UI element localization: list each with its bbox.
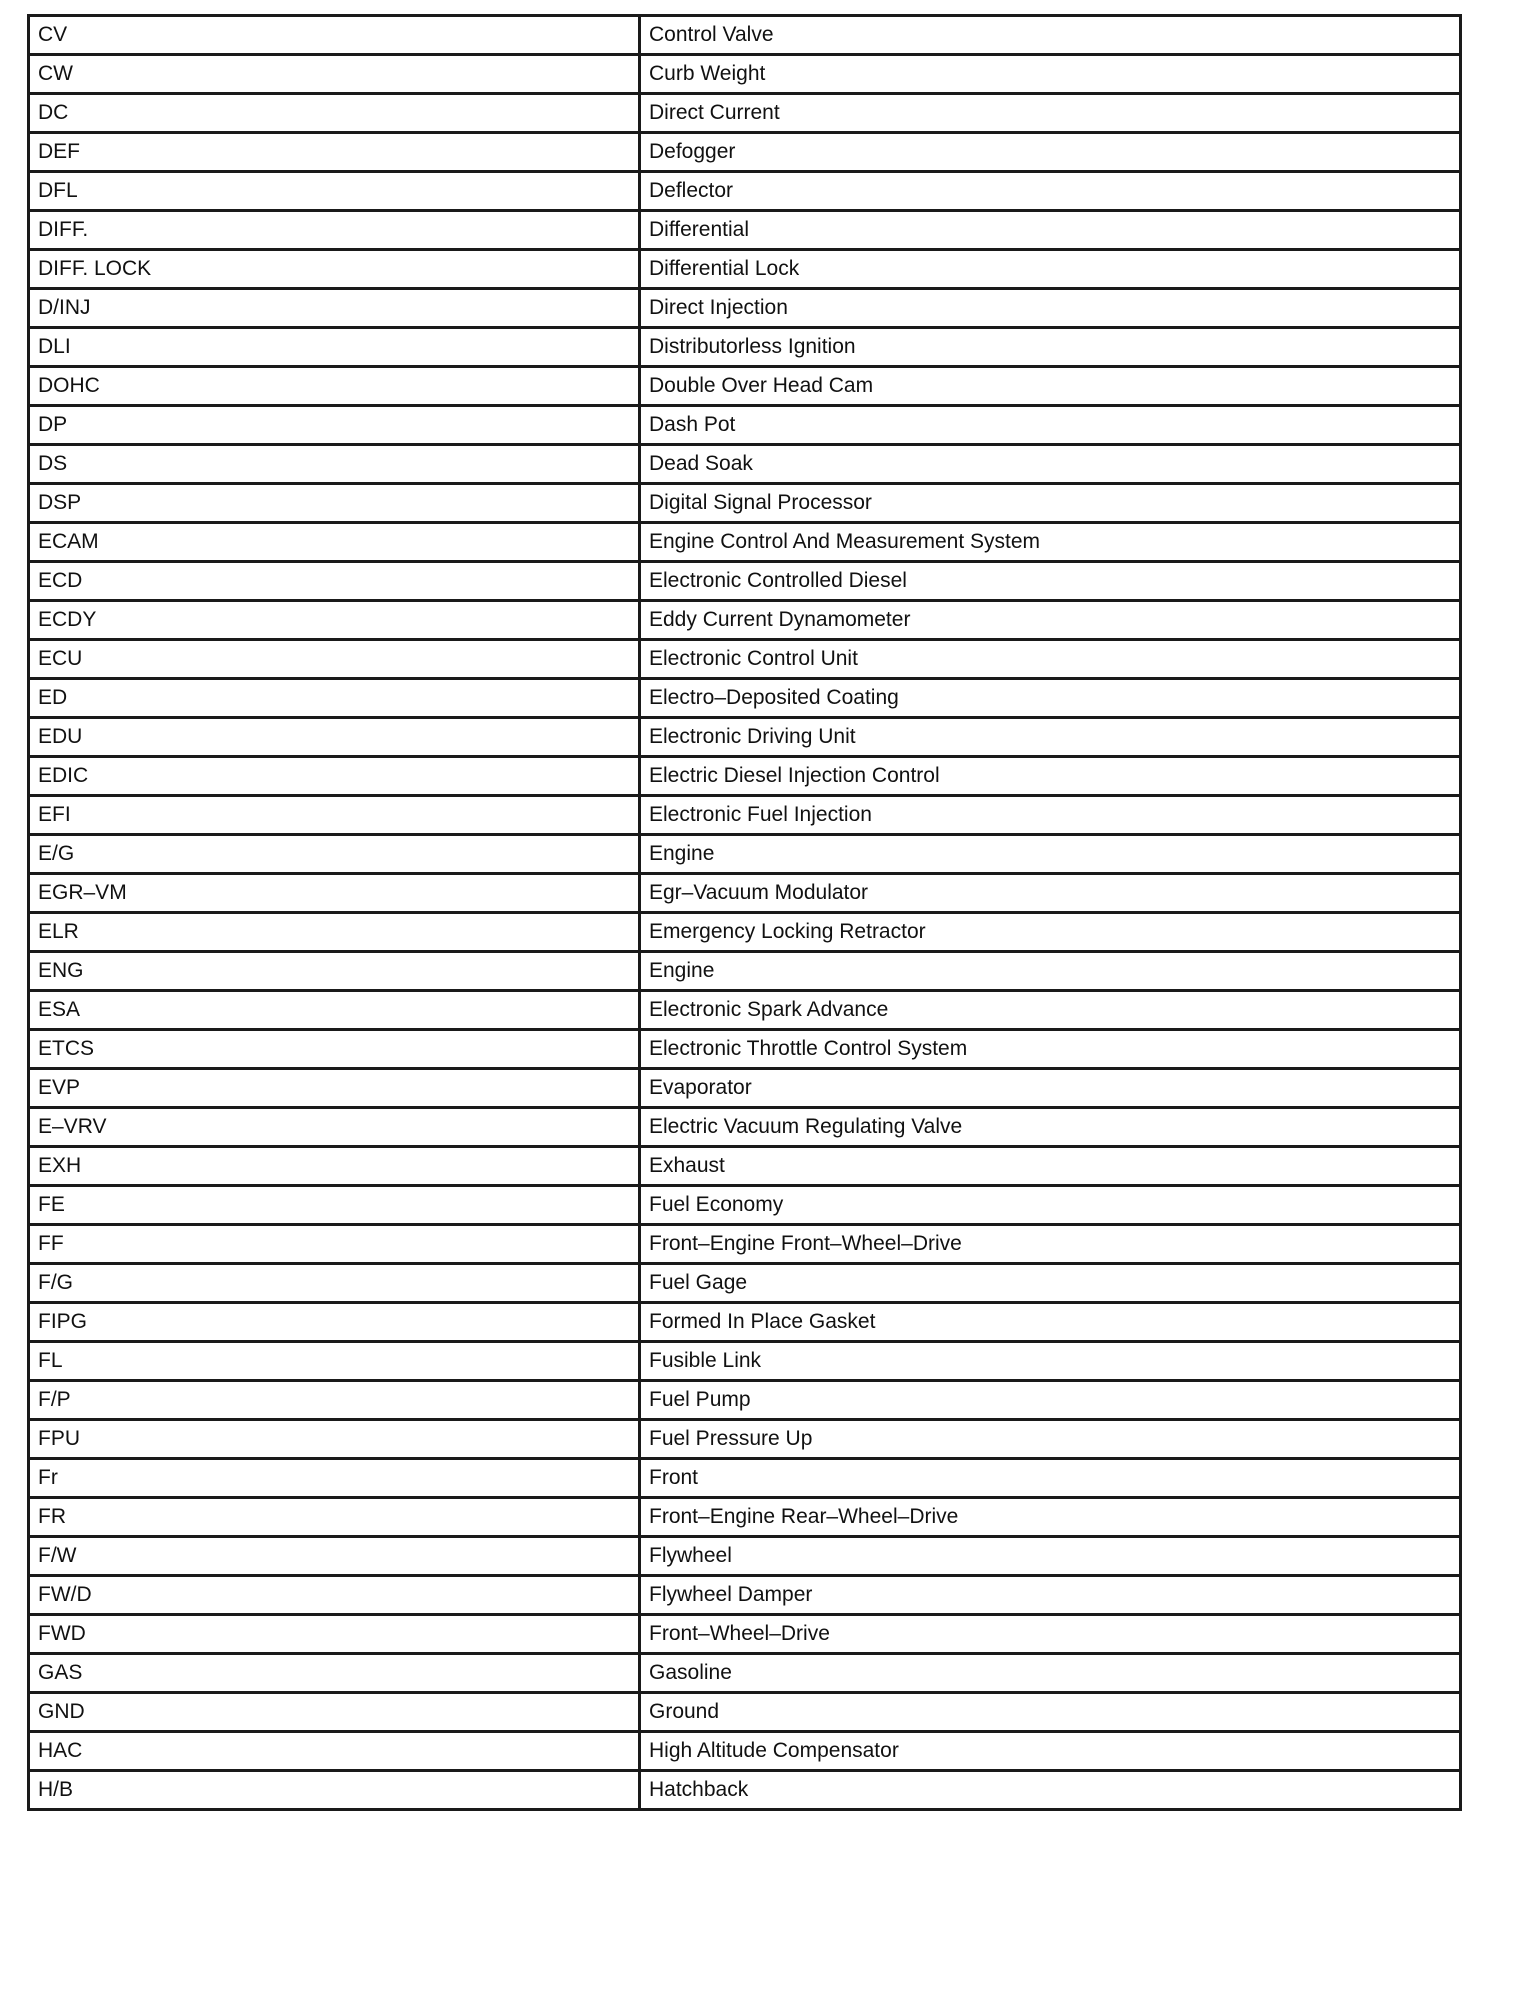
table-row [29, 1459, 1461, 1498]
abbreviation-cell: FPU [29, 1420, 640, 1459]
meaning-cell: Exhaust [640, 1147, 1461, 1186]
abbreviation-cell: GAS [29, 1654, 640, 1693]
table-row [29, 1225, 1461, 1264]
table-row [29, 367, 1461, 406]
meaning-cell: Engine [640, 835, 1461, 874]
table-row [29, 562, 1461, 601]
meaning-cell: Distributorless Ignition [640, 328, 1461, 367]
abbreviation-cell: Fr [29, 1459, 640, 1498]
meaning-cell: Electronic Controlled Diesel [640, 562, 1461, 601]
meaning-cell: Emergency Locking Retractor [640, 913, 1461, 952]
table-row [29, 1615, 1461, 1654]
abbreviation-cell: ED [29, 679, 640, 718]
abbreviation-cell: FW/D [29, 1576, 640, 1615]
abbreviation-cell: F/G [29, 1264, 640, 1303]
meaning-cell: Fuel Pressure Up [640, 1420, 1461, 1459]
table-row [29, 757, 1461, 796]
meaning-cell: Fusible Link [640, 1342, 1461, 1381]
meaning-cell: Electronic Driving Unit [640, 718, 1461, 757]
table-row [29, 289, 1461, 328]
table-row [29, 640, 1461, 679]
abbreviation-cell: DC [29, 94, 640, 133]
table-row [29, 406, 1461, 445]
table-row [29, 679, 1461, 718]
table-row [29, 1693, 1461, 1732]
abbreviation-cell: DS [29, 445, 640, 484]
table-row [29, 874, 1461, 913]
abbreviation-cell: CW [29, 55, 640, 94]
table-row [29, 250, 1461, 289]
meaning-cell: High Altitude Compensator [640, 1732, 1461, 1771]
abbreviation-cell: DSP [29, 484, 640, 523]
abbreviation-cell: EFI [29, 796, 640, 835]
abbreviation-cell: EDU [29, 718, 640, 757]
meaning-cell: Front–Engine Rear–Wheel–Drive [640, 1498, 1461, 1537]
abbreviation-table [27, 14, 1462, 1811]
table-row [29, 484, 1461, 523]
meaning-cell: Egr–Vacuum Modulator [640, 874, 1461, 913]
abbreviation-cell: DIFF. LOCK [29, 250, 640, 289]
abbreviation-cell: ESA [29, 991, 640, 1030]
abbreviation-cell: ELR [29, 913, 640, 952]
abbreviation-cell: FR [29, 1498, 640, 1537]
abbreviation-table-body [29, 16, 1461, 1810]
meaning-cell: Fuel Gage [640, 1264, 1461, 1303]
table-row [29, 601, 1461, 640]
table-row [29, 1342, 1461, 1381]
abbreviation-cell: ECD [29, 562, 640, 601]
abbreviation-cell: FF [29, 1225, 640, 1264]
meaning-cell: Differential [640, 211, 1461, 250]
table-row [29, 1108, 1461, 1147]
abbreviation-sheet [27, 14, 1462, 1811]
abbreviation-cell: FWD [29, 1615, 640, 1654]
meaning-cell: Flywheel Damper [640, 1576, 1461, 1615]
table-row [29, 55, 1461, 94]
meaning-cell: Electronic Fuel Injection [640, 796, 1461, 835]
meaning-cell: Formed In Place Gasket [640, 1303, 1461, 1342]
abbreviation-cell: ECAM [29, 523, 640, 562]
meaning-cell: Flywheel [640, 1537, 1461, 1576]
table-row [29, 94, 1461, 133]
abbreviation-cell: FIPG [29, 1303, 640, 1342]
table-row [29, 211, 1461, 250]
abbreviation-cell: CV [29, 16, 640, 55]
meaning-cell: Dead Soak [640, 445, 1461, 484]
abbreviation-cell: EVP [29, 1069, 640, 1108]
meaning-cell: Direct Injection [640, 289, 1461, 328]
meaning-cell: Deflector [640, 172, 1461, 211]
table-row [29, 1264, 1461, 1303]
abbreviation-cell: FE [29, 1186, 640, 1225]
meaning-cell: Gasoline [640, 1654, 1461, 1693]
table-row [29, 1069, 1461, 1108]
table-row [29, 796, 1461, 835]
abbreviation-cell: F/P [29, 1381, 640, 1420]
table-row [29, 991, 1461, 1030]
meaning-cell: Electronic Spark Advance [640, 991, 1461, 1030]
meaning-cell: Electric Diesel Injection Control [640, 757, 1461, 796]
abbreviation-cell: F/W [29, 1537, 640, 1576]
table-row [29, 718, 1461, 757]
table-row [29, 952, 1461, 991]
meaning-cell: Ground [640, 1693, 1461, 1732]
abbreviation-cell: DP [29, 406, 640, 445]
meaning-cell: Defogger [640, 133, 1461, 172]
table-row [29, 1537, 1461, 1576]
meaning-cell: Electro–Deposited Coating [640, 679, 1461, 718]
table-row [29, 1420, 1461, 1459]
meaning-cell: Front–Wheel–Drive [640, 1615, 1461, 1654]
abbreviation-cell: E/G [29, 835, 640, 874]
meaning-cell: Control Valve [640, 16, 1461, 55]
abbreviation-cell: DFL [29, 172, 640, 211]
meaning-cell: Differential Lock [640, 250, 1461, 289]
meaning-cell: Engine Control And Measurement System [640, 523, 1461, 562]
table-row [29, 133, 1461, 172]
abbreviation-cell: DIFF. [29, 211, 640, 250]
table-row [29, 523, 1461, 562]
table-row [29, 1147, 1461, 1186]
meaning-cell: Electronic Control Unit [640, 640, 1461, 679]
table-row [29, 1654, 1461, 1693]
table-row [29, 1381, 1461, 1420]
table-row [29, 1732, 1461, 1771]
table-row [29, 913, 1461, 952]
meaning-cell: Evaporator [640, 1069, 1461, 1108]
meaning-cell: Front–Engine Front–Wheel–Drive [640, 1225, 1461, 1264]
meaning-cell: Hatchback [640, 1771, 1461, 1810]
meaning-cell: Fuel Pump [640, 1381, 1461, 1420]
meaning-cell: Digital Signal Processor [640, 484, 1461, 523]
abbreviation-cell: DOHC [29, 367, 640, 406]
meaning-cell: Double Over Head Cam [640, 367, 1461, 406]
table-row [29, 1576, 1461, 1615]
abbreviation-cell: EXH [29, 1147, 640, 1186]
abbreviation-cell: ENG [29, 952, 640, 991]
table-row [29, 445, 1461, 484]
table-row [29, 328, 1461, 367]
table-row [29, 172, 1461, 211]
abbreviation-cell: D/INJ [29, 289, 640, 328]
abbreviation-cell: GND [29, 1693, 640, 1732]
table-row [29, 16, 1461, 55]
abbreviation-cell: DLI [29, 328, 640, 367]
meaning-cell: Dash Pot [640, 406, 1461, 445]
abbreviation-cell: FL [29, 1342, 640, 1381]
abbreviation-cell: ETCS [29, 1030, 640, 1069]
meaning-cell: Electric Vacuum Regulating Valve [640, 1108, 1461, 1147]
abbreviation-cell: EDIC [29, 757, 640, 796]
table-row [29, 1771, 1461, 1810]
meaning-cell: Direct Current [640, 94, 1461, 133]
abbreviation-cell: EGR–VM [29, 874, 640, 913]
table-row [29, 1303, 1461, 1342]
meaning-cell: Fuel Economy [640, 1186, 1461, 1225]
abbreviation-cell: ECDY [29, 601, 640, 640]
meaning-cell: Engine [640, 952, 1461, 991]
table-row [29, 835, 1461, 874]
meaning-cell: Curb Weight [640, 55, 1461, 94]
table-row [29, 1186, 1461, 1225]
table-row [29, 1498, 1461, 1537]
abbreviation-cell: DEF [29, 133, 640, 172]
abbreviation-cell: HAC [29, 1732, 640, 1771]
meaning-cell: Front [640, 1459, 1461, 1498]
abbreviation-cell: E–VRV [29, 1108, 640, 1147]
meaning-cell: Eddy Current Dynamometer [640, 601, 1461, 640]
meaning-cell: Electronic Throttle Control System [640, 1030, 1461, 1069]
abbreviation-cell: H/B [29, 1771, 640, 1810]
table-row [29, 1030, 1461, 1069]
abbreviation-cell: ECU [29, 640, 640, 679]
